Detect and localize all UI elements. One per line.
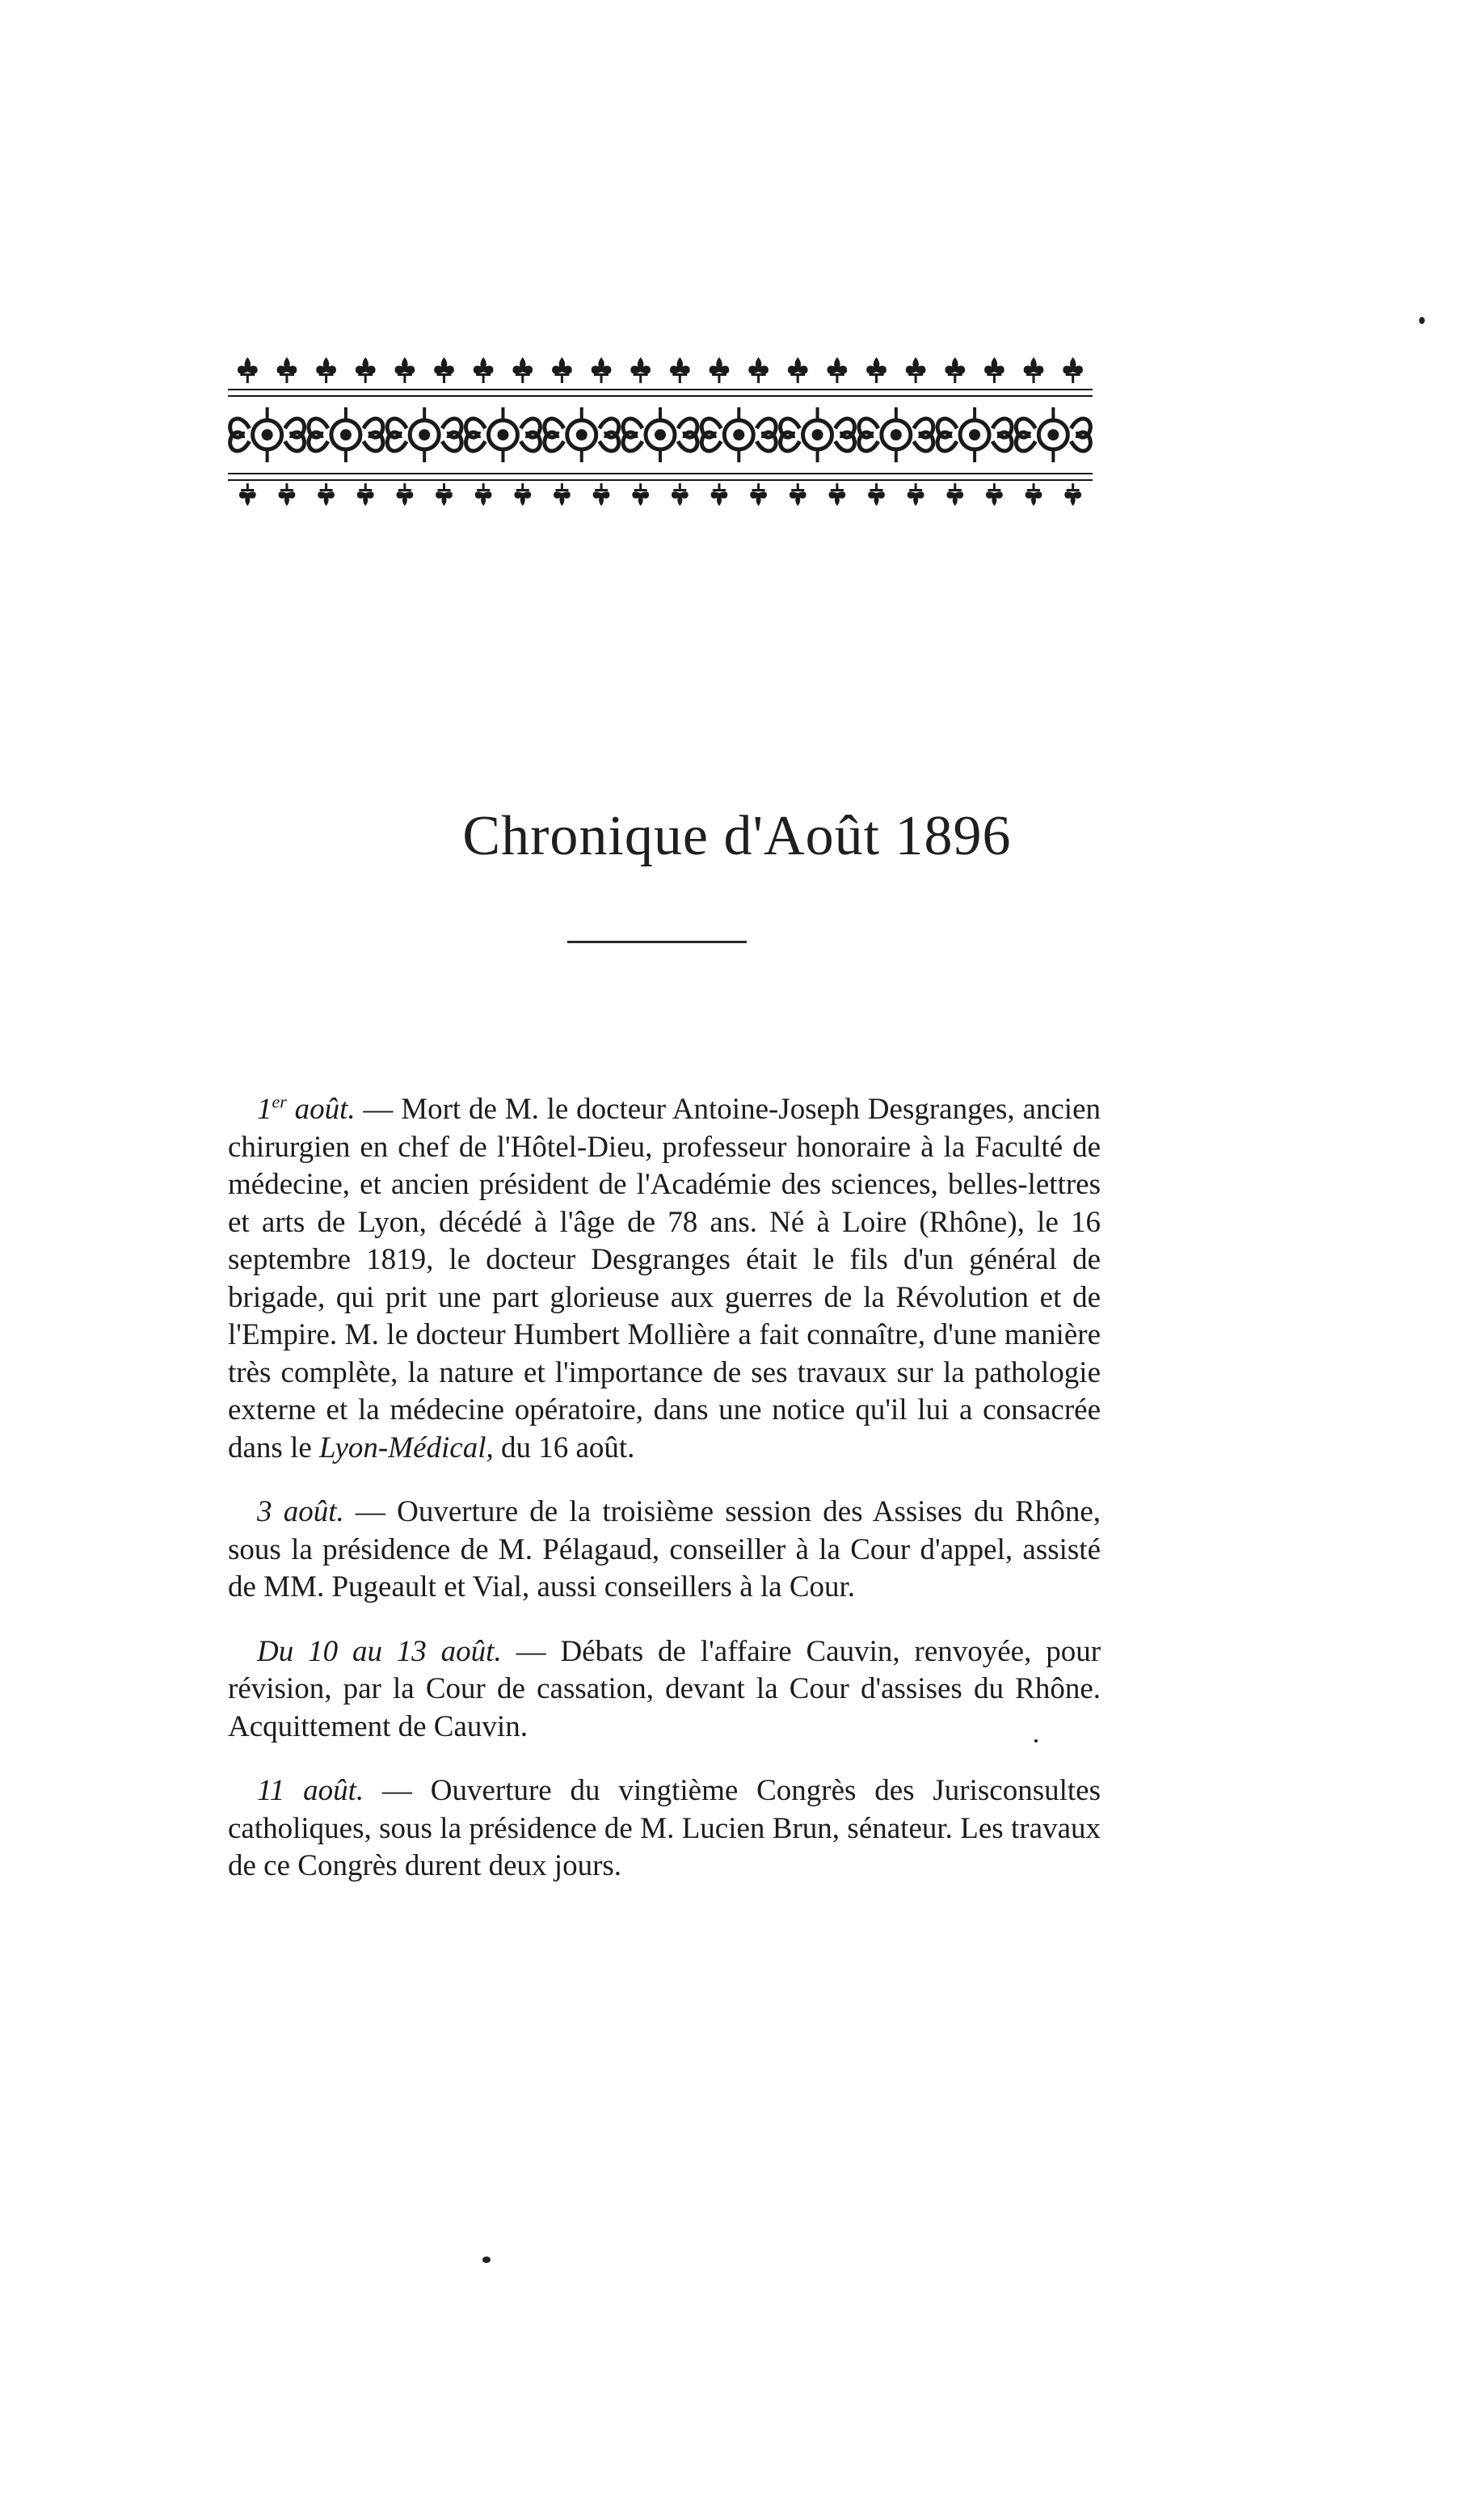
title-divider bbox=[567, 941, 747, 943]
scroll-medallion-icon bbox=[387, 407, 461, 462]
fleuron-icon bbox=[357, 483, 374, 506]
fleuron-icon bbox=[316, 357, 336, 383]
fleuron-icon bbox=[239, 483, 256, 506]
fleuron-icon bbox=[434, 357, 454, 383]
print-speck bbox=[1034, 1739, 1038, 1743]
chronicle-entry bbox=[228, 1091, 1101, 1467]
fleuron-icon bbox=[356, 357, 376, 383]
fleuron-icon bbox=[986, 483, 1003, 506]
fleuron-icon bbox=[906, 357, 926, 383]
ornamental-header-band bbox=[228, 348, 1093, 509]
entry-dash: — bbox=[355, 1093, 402, 1126]
fleuron-icon bbox=[908, 483, 924, 506]
fleur-de-lis-ornament-icon bbox=[228, 348, 1093, 509]
fleuron-icon bbox=[672, 483, 689, 506]
fleuron-icon bbox=[514, 483, 531, 506]
fleuron-icon bbox=[1025, 483, 1042, 506]
fleuron-icon bbox=[238, 357, 258, 383]
fleuron-icon bbox=[790, 483, 806, 506]
fleuron-icon bbox=[748, 357, 769, 383]
fleuron-icon bbox=[750, 483, 767, 506]
fleuron-icon bbox=[866, 357, 887, 383]
fleuron-icon bbox=[946, 483, 963, 506]
entry-text: Débats de l'affaire Cauvin, renvoyée, pour révision, par la Cour de cassation, devant la Cour d'assises du Rhône. Acquittement de Cauvin. bbox=[228, 1634, 1101, 1743]
fleuron-icon bbox=[945, 357, 965, 383]
fleuron-icon bbox=[1024, 357, 1044, 383]
entry-date-day: 1 bbox=[257, 1093, 272, 1126]
fleuron-icon bbox=[670, 357, 690, 383]
entry-dash: — bbox=[501, 1634, 561, 1668]
fleuron-icon bbox=[277, 357, 297, 383]
fleuron-icon bbox=[395, 357, 415, 383]
chronicle-body bbox=[228, 1091, 1101, 1912]
scroll-medallion-icon bbox=[859, 407, 933, 462]
entry-publication-title: Lyon-Médical, bbox=[319, 1431, 494, 1464]
fleuron-icon bbox=[630, 357, 651, 383]
scroll-medallion-icon bbox=[781, 407, 855, 462]
entry-date bbox=[257, 1093, 356, 1126]
entry-dash: — bbox=[364, 1774, 431, 1807]
fleuron-icon bbox=[474, 357, 494, 383]
page-title: Chronique d'Août 1896 bbox=[462, 805, 1012, 867]
fleuron-icon bbox=[828, 357, 848, 383]
fleuron-icon bbox=[1064, 483, 1081, 506]
fleuron-icon bbox=[711, 483, 728, 506]
fleuron-icon bbox=[397, 483, 414, 506]
entry-date-month: août. bbox=[286, 1093, 356, 1126]
scroll-medallion-icon bbox=[309, 407, 383, 462]
fleuron-icon bbox=[512, 357, 533, 383]
scroll-medallion-icon bbox=[465, 407, 540, 462]
fleuron-icon bbox=[279, 483, 296, 506]
scroll-medallion-icon bbox=[623, 407, 697, 462]
entry-date: Du 10 au 13 août. bbox=[257, 1634, 502, 1668]
fleuron-icon bbox=[552, 357, 572, 383]
entry-date: 11 août. bbox=[257, 1774, 364, 1807]
scroll-medallion-icon bbox=[701, 407, 776, 462]
fleuron-icon bbox=[868, 483, 885, 506]
scroll-medallion-icon bbox=[937, 407, 1012, 462]
entry-date: 3 août. bbox=[257, 1495, 344, 1528]
print-speck bbox=[1419, 317, 1425, 324]
scroll-medallion-icon bbox=[230, 407, 305, 462]
fleuron-icon bbox=[710, 357, 730, 383]
entry-text-end: du 16 août. bbox=[493, 1431, 635, 1464]
chronicle-entry bbox=[228, 1494, 1101, 1607]
print-speck bbox=[482, 2257, 491, 2263]
fleuron-icon bbox=[829, 483, 846, 506]
fleuron-icon bbox=[1063, 357, 1083, 383]
entry-date-suffix: er bbox=[272, 1091, 287, 1112]
chronicle-entry bbox=[228, 1633, 1101, 1747]
chronicle-entry bbox=[228, 1772, 1101, 1886]
fleuron-icon bbox=[593, 483, 610, 506]
entry-text: Ouverture de la troisième session des Assises du Rhône, sous la présidence de M. Pélagaud, conseiller à la Cour d'appel, assisté de MM. Pugeault et Vial, aussi conseillers à la Cour. bbox=[228, 1495, 1101, 1603]
fleuron-icon bbox=[475, 483, 492, 506]
scroll-medallion-icon bbox=[1016, 407, 1090, 462]
fleuron-icon bbox=[436, 483, 453, 506]
fleuron-icon bbox=[984, 357, 1004, 383]
fleuron-icon bbox=[554, 483, 571, 506]
entry-dash: — bbox=[343, 1495, 398, 1528]
fleuron-icon bbox=[632, 483, 649, 506]
entry-text: Mort de M. le docteur Antoine-Joseph Desgranges, ancien chirurgien en chef de l'Hôtel-Dieu, professeur honoraire à la Faculté de médecine, et ancien président de l'Académie des sciences, belles-lettres et arts de Lyon, décédé à l'âge de 78 ans. Né à Loire (Rhône), le 16 septembre 1819, le docteur Desgranges était le fils d'un général de brigade, qui prit une part glorieuse aux guerres de la Révolution et de l'Empire. M. le docteur Humbert Mollière a fait connaître, d'une manière très complète, la nature et l'importance de ses travaux sur la pathologie externe et la médecine opératoire, dans une notice qu'il lui a consacrée dans le bbox=[228, 1093, 1101, 1464]
fleuron-icon bbox=[788, 357, 808, 383]
fleuron-icon bbox=[318, 483, 335, 506]
entry-text: Ouverture du vingtième Congrès des Jurisconsultes catholiques, sous la présidence de M. Lucien Brun, sénateur. Les travaux de ce Congrès durent deux jours. bbox=[228, 1774, 1101, 1882]
scroll-medallion-icon bbox=[545, 407, 619, 462]
fleuron-icon bbox=[592, 357, 612, 383]
